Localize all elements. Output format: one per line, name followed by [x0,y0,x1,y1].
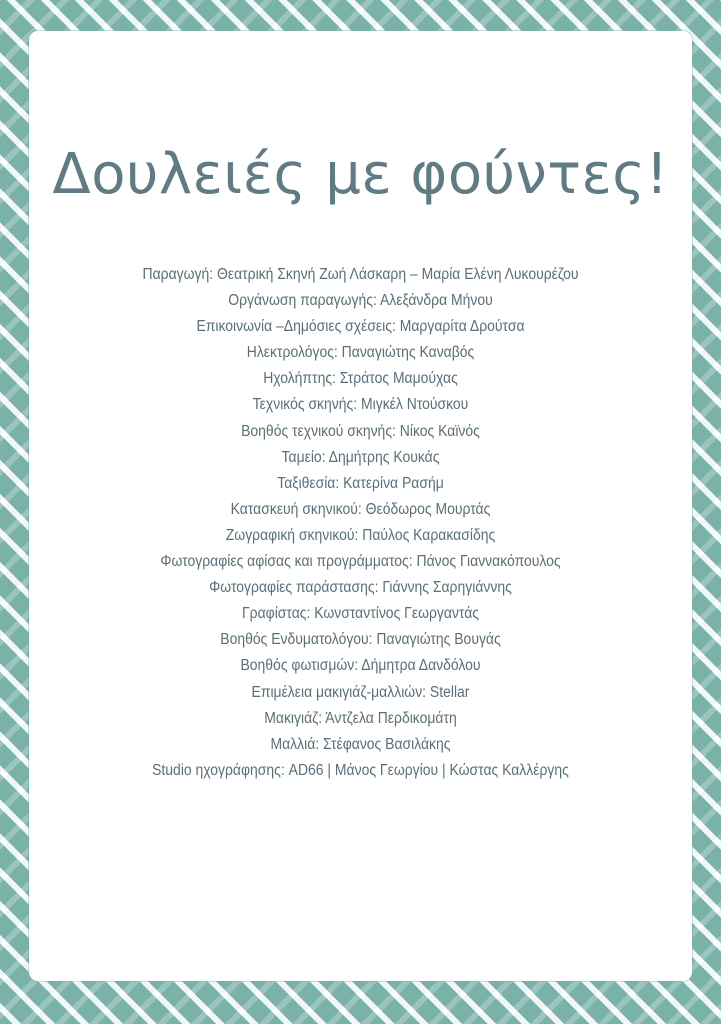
credit-line: Μαλλιά: Στέφανος Βασιλάκης [270,735,451,753]
credit-line: Γραφίστας: Κωνσταντίνος Γεωργαντάς [241,605,480,623]
credit-line: Οργάνωση παραγωγής: Αλεξάνδρα Μήνου [228,292,493,310]
credit-line: Μακιγιάζ: Άντζελα Περδικομάτη [264,709,457,727]
credit-line: Ζωγραφική σκηνικού: Παύλος Καρακασίδης [225,526,496,544]
credit-line: Ηχολήπτης: Στράτος Μαμούχας [263,370,458,388]
credit-line: Ηλεκτρολόγος: Παναγιώτης Καναβός [246,344,475,362]
credit-line: Βοηθός φωτισμών: Δήμητρα Δανδόλου [240,657,481,675]
credit-line: Βοηθός τεχνικού σκηνής: Νίκος Καϊνός [241,422,480,440]
content-panel [32,34,689,978]
credit-line: Κατασκευή σκηνικού: Θεόδωρος Μουρτάς [230,500,491,518]
credit-line: Βοηθός Ενδυματολόγου: Παναγιώτης Βουγάς [220,631,501,649]
credit-line: Παραγωγή: Θεατρική Σκηνή Ζωή Λάσκαρη – Μαρία Ελένη Λυκουρέζου [142,266,579,283]
credit-line: Επιμέλεια μακιγιάζ-μαλλιών: Stellar [251,683,470,701]
credit-line: Τεχνικός σκηνής: Μιγκέλ Ντούσκου [252,396,469,414]
credit-line: Επικοινωνία –Δημόσιες σχέσεις: Μαργαρίτα Δρούτσα [196,318,525,336]
credit-line: Ταξιθεσία: Κατερίνα Ρασήμ [277,474,444,492]
credit-line: Φωτογραφίες αφίσας και προγράμματος: Πάνος Γιαννακόπουλος [160,553,561,571]
credit-line: Studio ηχογράφησης: AD66 | Μάνος Γεωργίου | Κώστας Καλλέργης [152,761,569,779]
credits-list [32,262,689,784]
credit-line: Φωτογραφίες παράστασης: Γιάννης Σαρηγιάννης [209,579,512,597]
page-title: Δουλειές με φούντες! [52,142,669,207]
credit-line: Ταμείο: Δημήτρης Κουκάς [281,448,440,466]
